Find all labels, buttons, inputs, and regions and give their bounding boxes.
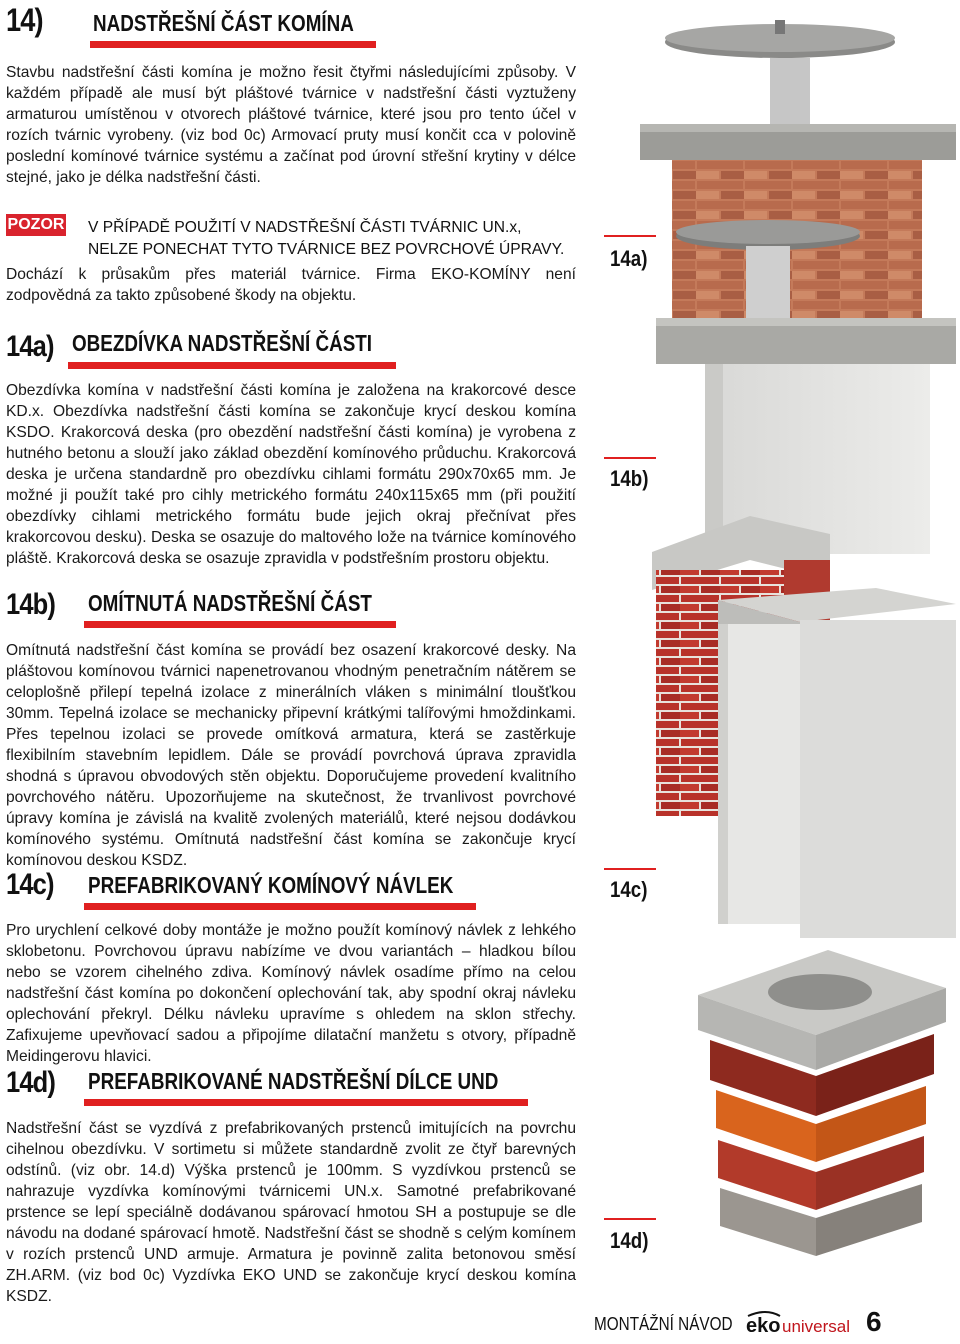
title-underline: [84, 621, 396, 628]
chimney-14c-image: [652, 516, 956, 938]
page-number: 6: [866, 1306, 882, 1337]
figure-label: 14d): [610, 1228, 649, 1253]
chimney-14a-image: [640, 20, 956, 364]
paragraph: Pro urychlení celkové doby montáže je možno použít komínový návlek z lehkého sklobetonu. Povrchovou úpravu nabízíme ve dvou variantách – hladkou bílou nebo se vzorem cihelného zdiva. Komínový návlek osadíme přímo na celou nadstřešní část komína po dokončení oplechování tak, aby spodní okraj návleku oplechování překryl. Délku návleku upravíme s ohledem na sklon střechy. Zafixujeme upevňovací sadou a připojíme dilatační manžetu s otvory, případně Meidingerovu hlavici.: [6, 922, 576, 1065]
section-title: NADSTŘEŠNÍ ČÁST KOMÍNA: [93, 10, 354, 36]
warning-badge: POZOR: [6, 214, 66, 236]
title-underline: [90, 41, 376, 48]
section-title: OMÍTNUTÁ NADSTŘEŠNÍ ČÁST: [88, 590, 372, 616]
section-number: 14d): [6, 1066, 56, 1099]
warning-text: NELZE PONECHAT TYTO TVÁRNICE BEZ POVRCHOVÉ ÚPRAVY.: [88, 241, 565, 258]
section-number: 14a): [6, 330, 54, 363]
footer-manual-label: MONTÁŽNÍ NÁVOD: [594, 1314, 733, 1334]
section-number: 14b): [6, 588, 56, 621]
paragraph: Stavbu nadstřešní části komína je možno řesit čtyřmi následujícími způsoby. V každém případě ale musí být pláštové tvárnice v nadstřešní části vyztuženy armaturou umístěnou v otvorech pláštové tvárnice, které jsou pro tento účel v rozích tvárnic vyrobeny. (viz bod 0c) Armovací pruty musí končit cca v polovině poslední komínové tvárnice systému a začínat pod úrovní střešní krytiny v délce stejné, jako je délka nadstřešní části.: [6, 64, 576, 186]
figure-label: 14b): [610, 466, 649, 491]
section-title: PREFABRIKOVANÝ KOMÍNOVÝ NÁVLEK: [88, 872, 454, 898]
warning-text: V PŘÍPADĚ POUŽITÍ V NADSTŘEŠNÍ ČÁSTI TVÁRNIC UN.x,: [88, 219, 522, 236]
figure-label: 14a): [610, 246, 648, 271]
chimney-illustrations: [600, 0, 960, 1310]
brand-logo: [746, 1310, 858, 1338]
svg-text:universal: universal: [782, 1317, 851, 1336]
paragraph: Nadstřešní část se vyzdívá z prefabrikovaných prstenců imitujících na povrchu cihelnou obezdívku. V sortimetu si můžete standardně zvolit ze čtyř barevných odstínů. (viz obr. 14.d) Výška prstenců je 100mm. S vyzdívkou prstenců se nahrazuje vyzdívka komínovými tvárnicemi UN.x. Samotné prefabrikované prstence se lepí speciálně dodávanou spárovací hmotou SH a postupuje se dle návodu na dodané spárovací hmotě. Nadstřešní část se shodně s celým komínem v rozích prstenců UND armuje. Armatura je povinně zalita betonovou směsí ZH.ARM. (viz bod 0c) Vyzdívka EKO UND se zakončuje krycí deskou komína KSDZ.: [6, 1120, 576, 1305]
title-underline: [68, 362, 396, 369]
paragraph: Dochází k průsakům přes materiál tvárnice. Firma EKO-KOMÍNY není zodpovědná za takto způsobené škody na objektu.: [6, 266, 576, 304]
chimney-14d-image: [698, 950, 946, 1256]
figure-label: 14c): [610, 877, 648, 902]
section-number: 14): [6, 2, 43, 38]
paragraph: Obezdívka komína v nadstřešní části komína je založena na krakorcové desce KD.x. Obezdívka nadstřešní části komína se zakončuje krycí deskou komína KSDO. Krakorcová deska (pro obezdění nadstřešní části komína) je vyrobena z hutného betonu a slouží jako základ obezdění komínového průduchu. Krakorcová deska je určena standardně pro obezdívku cihlami formátu 290x70x65 mm. Je možné ji použít také pro cihly metrického formátu 240x115x65 mm (při použití obezdívky cihlami metrického formátu bude jejich okraj přečnívat přes krakorcovou desku). Deska se osazuje do maltového lože na tvárnice komínového pláště. Krakorcová deska se osazuje zpravidla v podstřešním prostoru objektu.: [6, 382, 576, 567]
paragraph: Omítnutá nadstřešní část komína se provádí bez osazení krakorcové desky. Na pláštovou komínovou tvárnici napenetrovanou vhodným penetračním nátěrem se celoplošně přilepí tepelná izolace z minerálních vláken s minimální tloušťkou 30mm. Tepelná izolace se mechanicky připevní krátkými talířovými hmoždinkami. Přes tepelnou izolaci se provede omítková armatura, která se zastěrkuje flexibilním stavebním lepidlem. Dále se provádí povrchová úprava zpravidla shodná s úpravou obvodových stěn objektu. Doporučujeme provedení kvalitního povrchového nátěru. Upozorňujeme na skutečnost, že trvanlivost povrchové úpravy komína je závislá na kvalitě zvolených materiálů, které nejsou dodávkou komínového systému. Omítnutá nadstřešní část komína se zakončuje krycí komínovou deskou KSDZ.: [6, 642, 576, 869]
section-number: 14c): [6, 868, 54, 901]
section-title: OBEZDÍVKA NADSTŘEŠNÍ ČÁSTI: [72, 330, 373, 356]
title-underline: [84, 1099, 528, 1106]
title-underline: [84, 903, 476, 910]
svg-text:eko: eko: [746, 1315, 781, 1337]
section-title: PREFABRIKOVANÉ NADSTŘEŠNÍ DÍLCE UND: [88, 1068, 499, 1094]
